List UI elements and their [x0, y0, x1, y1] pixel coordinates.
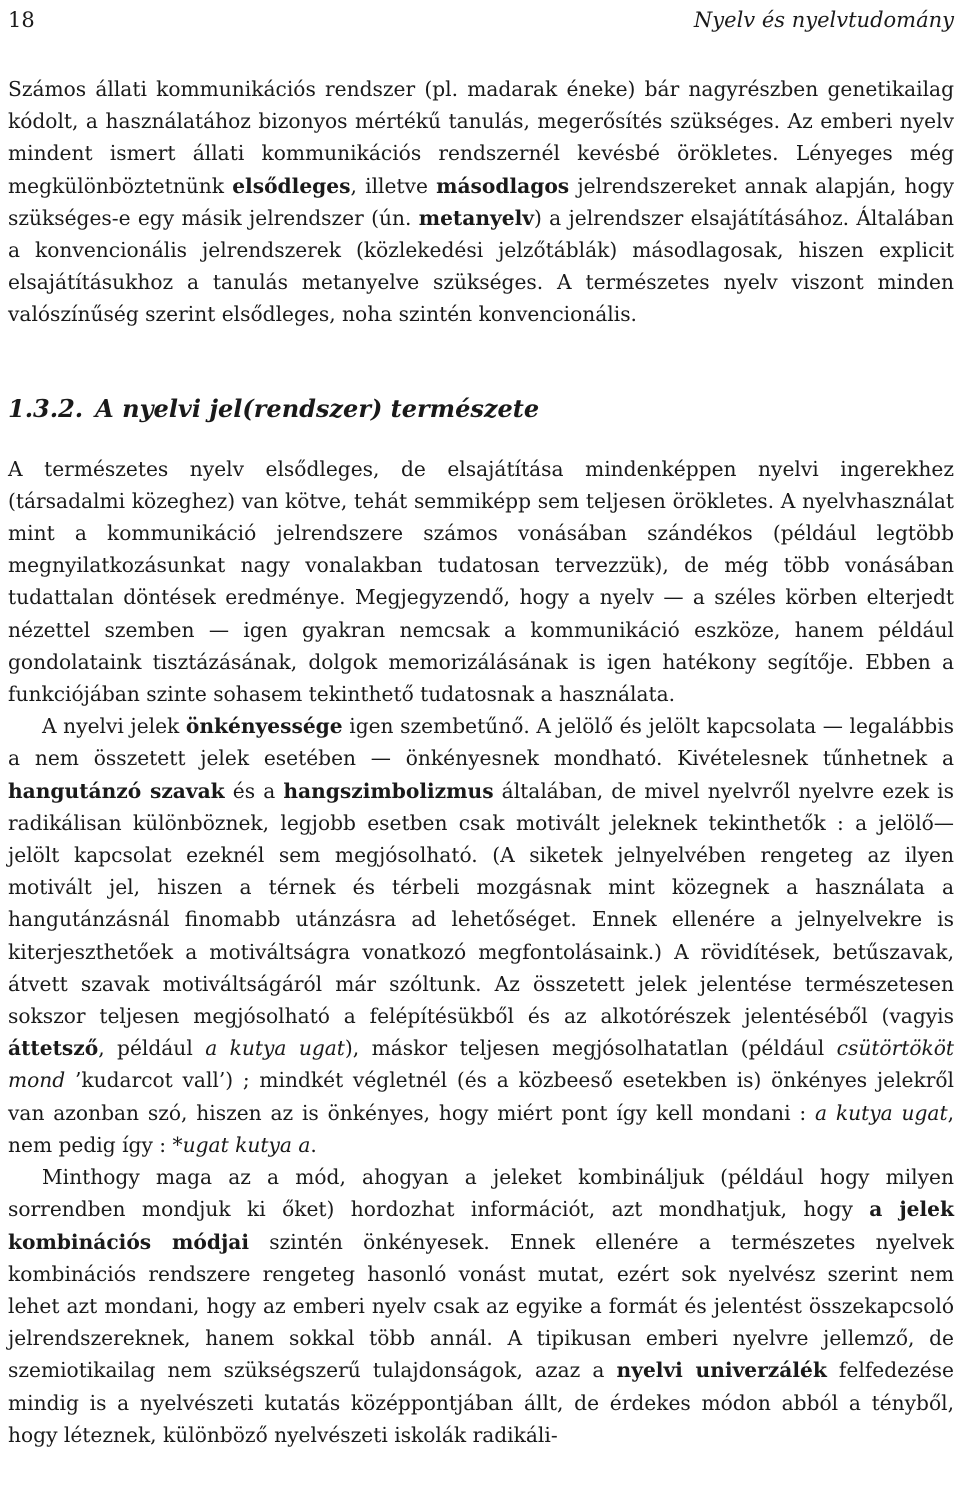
text: felfedezése mindig is a nyelvészeti kutatás középpontjában állt, de érdekes módon abból a tényből, hogy léteznek, különböző nyelvészeti iskolák radikáli-	[8, 1358, 954, 1447]
example-phrase: csütörtököt mond	[8, 1036, 955, 1093]
section-title: A nyelvi jel(rendszer) természete	[95, 393, 540, 423]
section-number: 1.3.2.	[8, 393, 84, 423]
term-attetszo: áttetsző	[8, 1036, 99, 1061]
text: , nem pedig így :	[8, 1100, 954, 1157]
running-title: Nyelv és nyelvtudomány	[693, 8, 954, 32]
text: ’kudarcot vall’) ; mindkét végletnél (és a közbeeső esetekben is) önkényes jelekről van azonban szó, hiszen az is önkényes, hogy miért pont így kell mondani :	[8, 1068, 954, 1125]
text: .	[310, 1132, 317, 1157]
text: ) a jelrendszer elsajátításához. Általában a konvencionális jelrendszerek (közlekedési jelzőtáblák) másodlagosak, hiszen explicit elsajátításukhoz a tanulás metanyelve szükséges. A természetes nyelv viszont minden valószínűség szerint elsődleges, noha szintén konvencionális.	[8, 205, 954, 327]
text: Számos állati kommunikációs rendszer (pl. madarak éneke) bár nagyrészben genetikailag kódolt, a használatához bizonyos mértékű tanulás, megerősítés szükséges. Az emberi nyelv mindent ismert állati kommunikációs rendszernél kevésbé örökletes. Lényeges még megkülönböztetnünk	[8, 77, 954, 198]
paragraph-2: A természetes nyelv elsődleges, de elsajátítása mindenképpen nyelvi ingerekhez (társadalmi közeghez) van kötve, tehát semmiképp sem teljesen örökletes. A nyelvhasználat mint a kommunikáció jelrendszere számos vonásában szándékos (például legtöbb megnyilatkozásunkat nagy vonalakban tudatosan tervezzük), de még több vonásában tudattalan döntések eredménye. Megjegyzendő, hogy a nyelv — a széles körben elterjedt nézettel szemben — igen gyakran nemcsak a kommunikáció eszköze, hanem például gondolataink tisztázásának, dolgok memorizálásának is igen hatékony segítője. Ebben a funkciójában szinte sohasem tekinthető tudatosnak a használata.	[8, 456, 954, 707]
paragraph-1	[8, 73, 954, 331]
text: és a	[224, 778, 284, 803]
page	[8, 0, 954, 1451]
example-phrase: *ugat kutya a	[172, 1132, 311, 1157]
section-heading	[8, 389, 954, 429]
term-hangszimbolizmus: hangszimbolizmus	[283, 778, 494, 803]
term-onkenyesseg: önkényessége	[185, 714, 343, 739]
term-nyelvi-univerzalek: nyelvi univerzálék	[616, 1358, 827, 1383]
text: , például	[98, 1036, 206, 1061]
example-phrase: a kutya ugat	[205, 1036, 345, 1061]
text: A nyelvi jelek	[42, 714, 186, 739]
text: igen szembetűnő. A jelölő és jelölt kapcsolata — legalábbis a nem összetett jelek esetében — önkényesnek mondható. Kivételesnek tűnhetnek a	[8, 714, 954, 771]
text: szintén önkényesek. Ennek ellenére a természetes nyelvek kombinációs rendszere rengeteg hasonló vonást mutat, ezért sok nyelvész szerint nem lehet azt mondani, hogy az emberi nyelv csak az egyike a formát és jelentést összekapcsoló jelrendszereknek, hanem sokkal több annál. A tipikusan emberi nyelvre jellemző, de szemiotikailag nem szükségszerű tulajdonságok, azaz a	[8, 1229, 954, 1383]
example-phrase: a kutya ugat	[815, 1100, 948, 1125]
text: , illetve	[350, 173, 437, 198]
term-masodlagos: másodlagos	[436, 173, 570, 198]
term-elsodleges: elsődleges	[232, 173, 351, 198]
text: általában, de mivel nyelvről nyelvre ezek is radikálisan különböznek, legjobb esetben csak motivált jeleknek tekinthetők : a jelölő—jelölt kapcsolat ezeknél sem megjósolható. (A siketek jelnyelvében rengeteg az ilyen motivált jel, hiszen a térnek és térbeli mozgásnak mint közegnek a használata a hangutánzásnál finomabb utánzásra ad lehetőséget. Ennek ellenére a jelnyelvekre is kiterjeszthetőek a motiváltságra vonatkozó megfontolásaink.) A rövidítések, betűszavak, átvett szavak motiváltságáról már szóltunk. Az összetett jelek jelentése természetesen sokszor teljesen megjósolható a felépítésükből és az alkotórészek jelentéséből (vagyis	[8, 778, 954, 1029]
running-header	[8, 0, 954, 40]
term-metanyelv: metanyelv	[418, 205, 534, 230]
paragraph-4	[8, 1161, 954, 1451]
page-number: 18	[8, 8, 35, 32]
term-kombinacios-modok: a jelek kombinációs módjai	[8, 1197, 954, 1254]
text: Minthogy maga az a mód, ahogyan a jeleket kombináljuk (például hogy milyen sorrendben mondjuk ki őket) hordozhat információt, azt mondhatjuk, hogy	[8, 1165, 954, 1222]
paragraph-3	[8, 710, 954, 1161]
term-hangutanzo-szavak: hangutánzó szavak	[8, 778, 225, 803]
text: ), máskor teljesen megjósolhatatlan (például	[344, 1036, 837, 1061]
text: jelrendszereket annak alapján, hogy szükséges-e egy másik jelrendszer (ún.	[8, 173, 954, 230]
